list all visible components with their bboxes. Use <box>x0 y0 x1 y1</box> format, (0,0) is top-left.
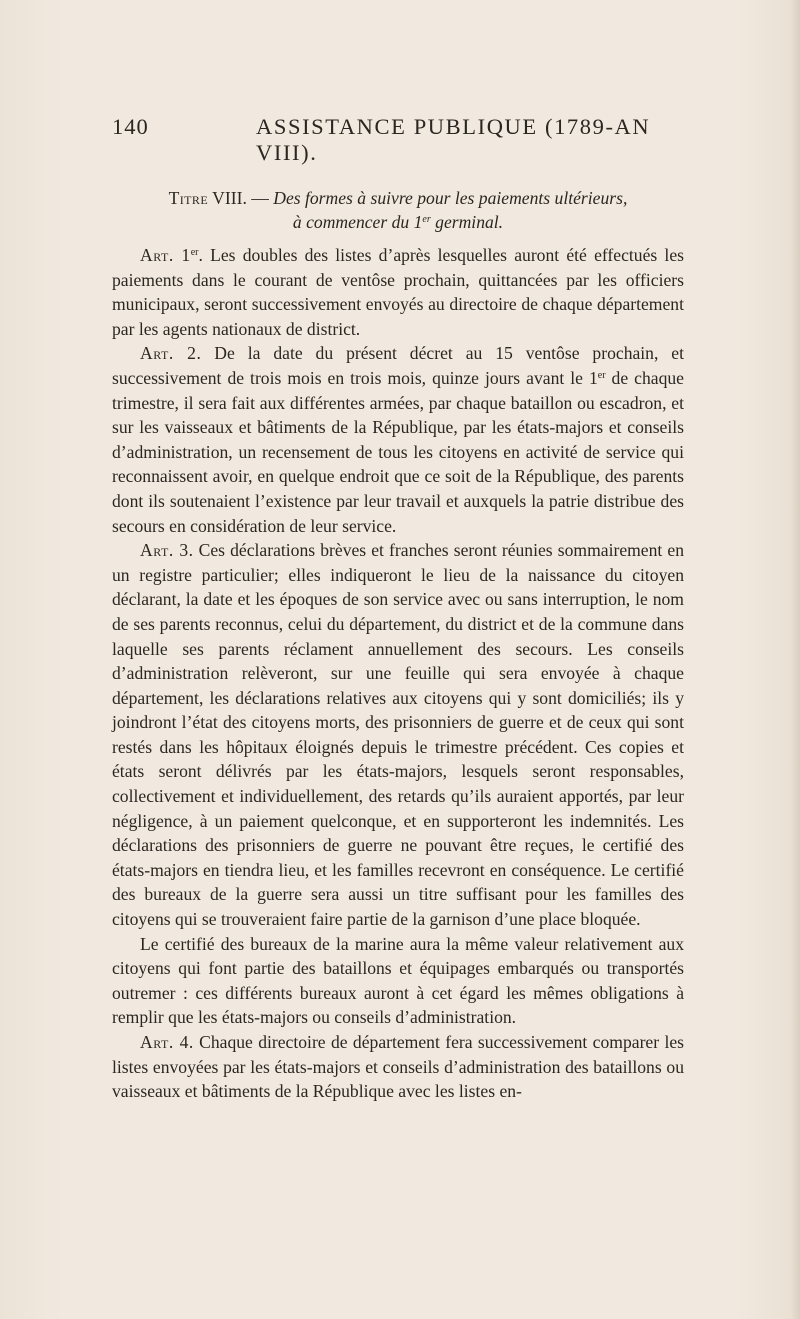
article-1-label-sup: er <box>190 247 199 258</box>
article-3-continued-text: Le certifié des bureaux de la marine aura la même valeur relativement aux citoyens qui font partie des bataillons et équipages embarqués ou transportés outremer : ces différents bureaux auront à cet égard les mêmes obligations à remplir que les états-majors ou conseils d’administration. <box>112 933 684 1028</box>
section-title-text-3: germinal. <box>430 212 504 232</box>
article-2-text-a: De la date du présent décret au 15 ventôse prochain, et successivement de trois mois en trois mois, quinze jours avant le 1 <box>112 343 685 388</box>
section-title <box>112 186 684 234</box>
article-4-label: Art. 4. <box>140 1032 194 1052</box>
section-title-label: Titre <box>168 188 209 208</box>
section-title-line-2 <box>112 210 684 234</box>
body-text <box>112 243 684 1104</box>
article-3 <box>112 538 684 932</box>
section-title-dash: — <box>246 188 274 208</box>
section-title-text-2: à commencer du 1 <box>292 212 423 232</box>
article-4-text: Chaque directoire de département fera successivement comparer les listes envoyées par les états-majors et conseils d’administration des bataillons ou vaisseaux et bâtiments de la République avec les listes en- <box>112 1032 684 1102</box>
section-title-line-1 <box>112 186 684 210</box>
article-3-text: Ces déclarations brèves et franches seront réunies sommairement en un registre particulier; elles indiqueront le lieu de la naissance du citoyen déclarant, la date et les époques de son service avec ou sans interruption, le nom de ses parents reconnus, celui du département, du district et de la commune dans laquelle ses parents réclament annuellement des secours. Les conseils d’administration relèveront, sur une feuille qui sera envoyée à chaque département, les déclarations relatives aux citoyens qui y sont domiciliés; ils y joindront l’état des citoyens morts, des prisonniers de guerre et de ceux qui sont restés dans les hôpitaux éloignés depuis le trimestre précédent. Ces copies et états seront délivrés par les états-majors, lesquels seront responsables, collectivement et individuellement, des retards qu’ils auraient apportés, par leur négligence, à un paiement quelconque, et en supporteront les indemnités. Les déclarations des prisonniers de guerre ne pouvant être reçues, le certifié des états-majors en tiendra lieu, et les familles recevront en conséquence. Le certifié des bureaux de la guerre sera aussi un titre suffisant pour les familles des citoyens qui se trouveraient faire partie de la garnison d’une place bloquée. <box>112 540 685 930</box>
article-3-label: Art. 3. <box>140 540 194 561</box>
article-2 <box>112 341 684 538</box>
running-header <box>112 114 684 165</box>
article-2-sup: er <box>597 369 606 381</box>
article-4 <box>112 1030 684 1104</box>
article-2-label: Art. 2. <box>140 343 202 364</box>
article-1-label: Art. 1 <box>140 245 191 265</box>
section-title-sup: er <box>422 214 431 225</box>
article-1 <box>112 243 684 341</box>
article-1-text: . Les doubles des listes d’après lesquelles auront été effectués les paiements dans le courant de ventôse prochain, quittancées par les officiers municipaux, seront successivement envoyés au directoire de chaque département par les agents nationaux de district. <box>112 245 684 339</box>
page-number: 140 <box>112 114 149 139</box>
section-title-text-1: Des formes à suivre pour les paiements ultérieurs, <box>273 188 628 208</box>
running-title: ASSISTANCE PUBLIQUE (1789-AN VIII). <box>256 114 651 165</box>
section-title-number: VIII. <box>212 188 247 208</box>
article-3-continued <box>112 932 684 1030</box>
page-edge-shadow <box>790 0 800 1319</box>
article-2-text-b: de chaque trimestre, il sera fait aux différentes armées, par chaque bataillon ou escadron, et sur les vaisseaux et bâtiments de la République, par les états-majors et conseils d’administration, un recensement de tous les citoyens en activité de service qui reconnaissent avoir, en quelque endroit que ce soit de la République, des parents dont ils soutenaient l’existence par leur travail et auxquels la patrie distribue des secours en considération de leur service. <box>112 367 684 536</box>
